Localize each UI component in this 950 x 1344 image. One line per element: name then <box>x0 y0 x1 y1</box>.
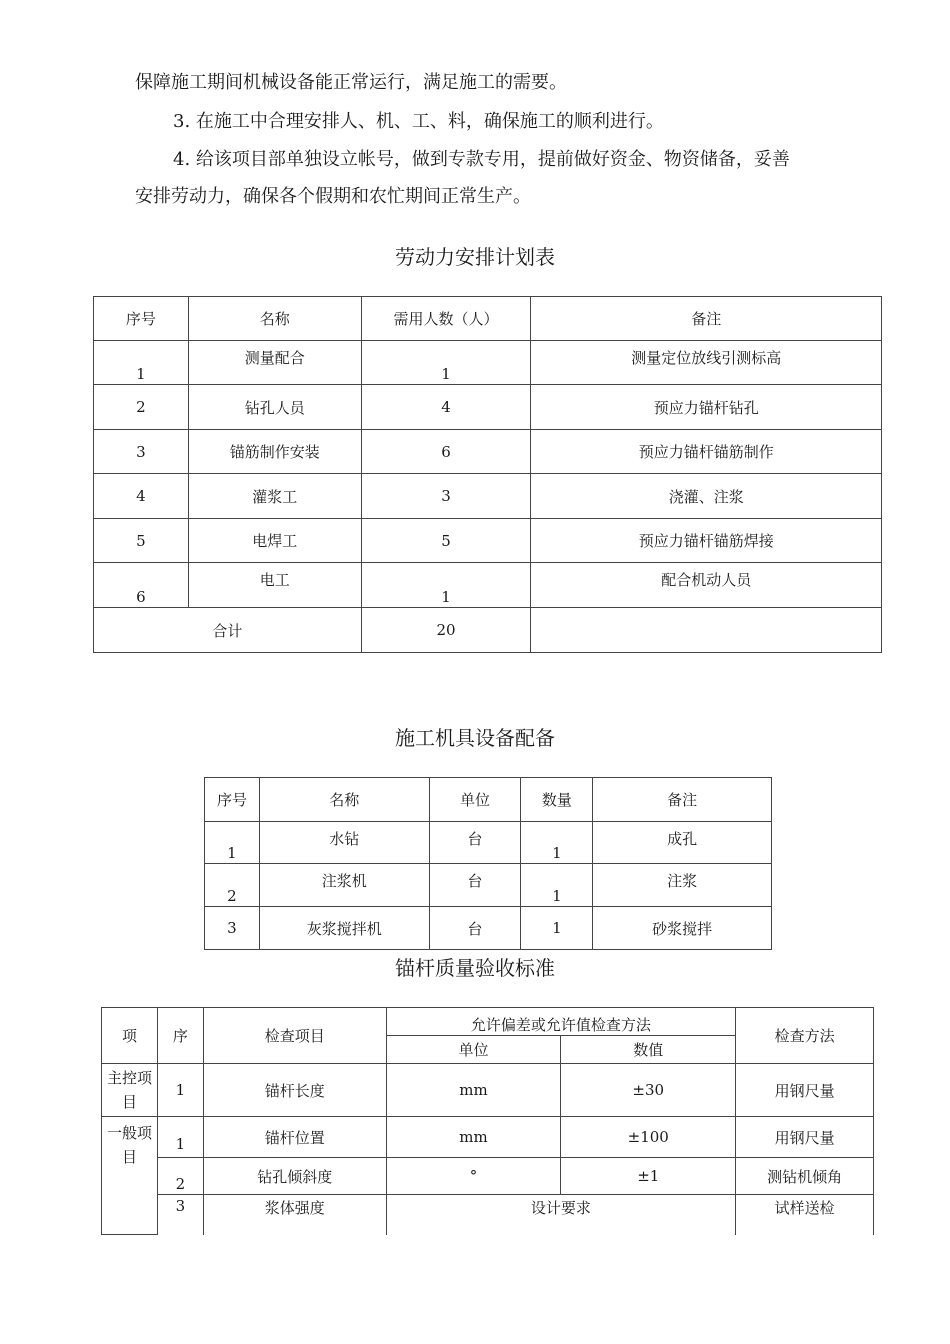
quality-cell-check-item: 钻孔倾斜度 <box>203 1158 386 1195</box>
labor-cell-count: 6 <box>361 430 531 474</box>
table-row <box>94 341 882 385</box>
quality-header-method: 检查方法 <box>736 1008 874 1064</box>
labor-header-name: 名称 <box>188 297 361 341</box>
labor-cell-name: 灌浆工 <box>188 474 361 519</box>
labor-header-count: 需用人数（人） <box>361 297 531 341</box>
equipment-cell-qty: 1 <box>521 864 593 907</box>
quality-cell-method: 测钻机倾角 <box>736 1158 874 1195</box>
labor-table <box>93 296 882 653</box>
quality-cell-value: ±100 <box>561 1117 736 1158</box>
quality-table <box>101 1007 874 1235</box>
equipment-cell-remark: 注浆 <box>593 864 772 907</box>
labor-cell-remark: 浇灌、注浆 <box>531 474 882 519</box>
paragraph-3: 4. 给该项目部单独设立帐号，做到专款专用，提前做好资金、物资储备，妥善 <box>173 149 790 170</box>
equipment-cell-unit: 台 <box>429 864 521 907</box>
quality-header-tolerance: 允许偏差或允许值检查方法 <box>386 1008 736 1036</box>
labor-cell-seq: 6 <box>94 563 189 608</box>
quality-header-value: 数值 <box>561 1036 736 1064</box>
quality-cell-check-item: 锚杆长度 <box>203 1064 386 1117</box>
labor-cell-count: 1 <box>361 341 531 385</box>
quality-cell-method: 试样送检 <box>736 1195 874 1235</box>
labor-cell-seq: 1 <box>94 341 189 385</box>
equipment-cell-seq: 1 <box>205 822 260 864</box>
equipment-header-remark: 备注 <box>593 778 772 822</box>
quality-cell-seq: 2 <box>157 1158 203 1195</box>
equipment-cell-seq: 3 <box>205 907 260 950</box>
labor-cell-count: 1 <box>361 563 531 608</box>
quality-cell-seq: 1 <box>157 1064 203 1117</box>
paragraph-4: 安排劳动力，确保各个假期和农忙期间正常生产。 <box>135 186 531 207</box>
equipment-header-name: 名称 <box>259 778 429 822</box>
labor-cell-name: 锚筋制作安装 <box>188 430 361 474</box>
labor-cell-count: 3 <box>361 474 531 519</box>
quality-cell-unit: mm <box>386 1117 561 1158</box>
equipment-cell-remark: 砂浆搅拌 <box>593 907 772 950</box>
quality-header-unit: 单位 <box>386 1036 561 1064</box>
quality-cell-seq: 3 <box>157 1195 203 1235</box>
quality-header-seq: 序 <box>157 1008 203 1064</box>
paragraph-2: 3. 在施工中合理安排人、机、工、料，确保施工的顺利进行。 <box>173 111 664 132</box>
labor-table-title: 劳动力安排计划表 <box>395 245 555 269</box>
labor-total-row <box>94 608 882 653</box>
paragraph-1: 保障施工期间机械设备能正常运行，满足施工的需要。 <box>135 72 567 93</box>
labor-cell-remark: 预应力锚杆钻孔 <box>531 385 882 430</box>
quality-header-row-1 <box>102 1008 874 1036</box>
table-row <box>205 864 772 907</box>
labor-total-label: 合计 <box>94 608 362 653</box>
labor-cell-remark: 配合机动人员 <box>531 563 882 608</box>
table-row <box>205 907 772 950</box>
table-row <box>94 519 882 563</box>
equipment-header-qty: 数量 <box>521 778 593 822</box>
quality-cell-method: 用钢尺量 <box>736 1117 874 1158</box>
labor-total-remark <box>531 608 882 653</box>
labor-total-value: 20 <box>361 608 531 653</box>
quality-cell-check-item: 浆体强度 <box>203 1195 386 1235</box>
table-row <box>205 822 772 864</box>
equipment-cell-unit: 台 <box>429 907 521 950</box>
equipment-cell-qty: 1 <box>521 822 593 864</box>
table-row <box>94 474 882 519</box>
quality-cell-unit: mm <box>386 1064 561 1117</box>
labor-cell-seq: 2 <box>94 385 189 430</box>
labor-header-remark: 备注 <box>531 297 882 341</box>
quality-header-item: 项 <box>102 1008 158 1064</box>
labor-header-seq: 序号 <box>94 297 189 341</box>
equipment-header-row <box>205 778 772 822</box>
labor-cell-remark: 预应力锚杆锚筋焊接 <box>531 519 882 563</box>
equipment-cell-name: 注浆机 <box>259 864 429 907</box>
equipment-table-title: 施工机具设备配备 <box>395 726 555 750</box>
equipment-header-unit: 单位 <box>429 778 521 822</box>
quality-cell-value: ±1 <box>561 1158 736 1195</box>
labor-cell-seq: 4 <box>94 474 189 519</box>
labor-header-row <box>94 297 882 341</box>
quality-cell-requirement: 设计要求 <box>386 1195 736 1235</box>
labor-cell-remark: 预应力锚杆锚筋制作 <box>531 430 882 474</box>
equipment-cell-qty: 1 <box>521 907 593 950</box>
equipment-cell-seq: 2 <box>205 864 260 907</box>
labor-cell-name: 钻孔人员 <box>188 385 361 430</box>
quality-cell-method: 用钢尺量 <box>736 1064 874 1117</box>
quality-group-main: 主控项目 <box>102 1064 158 1117</box>
table-row <box>102 1195 874 1235</box>
labor-cell-name: 测量配合 <box>188 341 361 385</box>
table-row <box>102 1117 874 1158</box>
labor-cell-name: 电工 <box>188 563 361 608</box>
equipment-cell-remark: 成孔 <box>593 822 772 864</box>
equipment-header-seq: 序号 <box>205 778 260 822</box>
table-row <box>102 1064 874 1117</box>
equipment-table <box>204 777 772 950</box>
quality-cell-seq: 1 <box>157 1117 203 1158</box>
labor-cell-name: 电焊工 <box>188 519 361 563</box>
quality-group-general: 一般项目 <box>102 1117 158 1235</box>
quality-cell-value: ±30 <box>561 1064 736 1117</box>
labor-cell-seq: 3 <box>94 430 189 474</box>
table-row <box>94 385 882 430</box>
labor-cell-count: 4 <box>361 385 531 430</box>
equipment-cell-name: 灰浆搅拌机 <box>259 907 429 950</box>
quality-header-check-item: 检查项目 <box>203 1008 386 1064</box>
quality-cell-unit: ° <box>386 1158 561 1195</box>
quality-cell-check-item: 锚杆位置 <box>203 1117 386 1158</box>
table-row <box>94 563 882 608</box>
table-row <box>102 1158 874 1195</box>
labor-cell-count: 5 <box>361 519 531 563</box>
equipment-cell-unit: 台 <box>429 822 521 864</box>
quality-table-title: 锚杆质量验收标准 <box>395 956 555 980</box>
labor-cell-seq: 5 <box>94 519 189 563</box>
equipment-cell-name: 水钻 <box>259 822 429 864</box>
labor-cell-remark: 测量定位放线引测标高 <box>531 341 882 385</box>
table-row <box>94 430 882 474</box>
